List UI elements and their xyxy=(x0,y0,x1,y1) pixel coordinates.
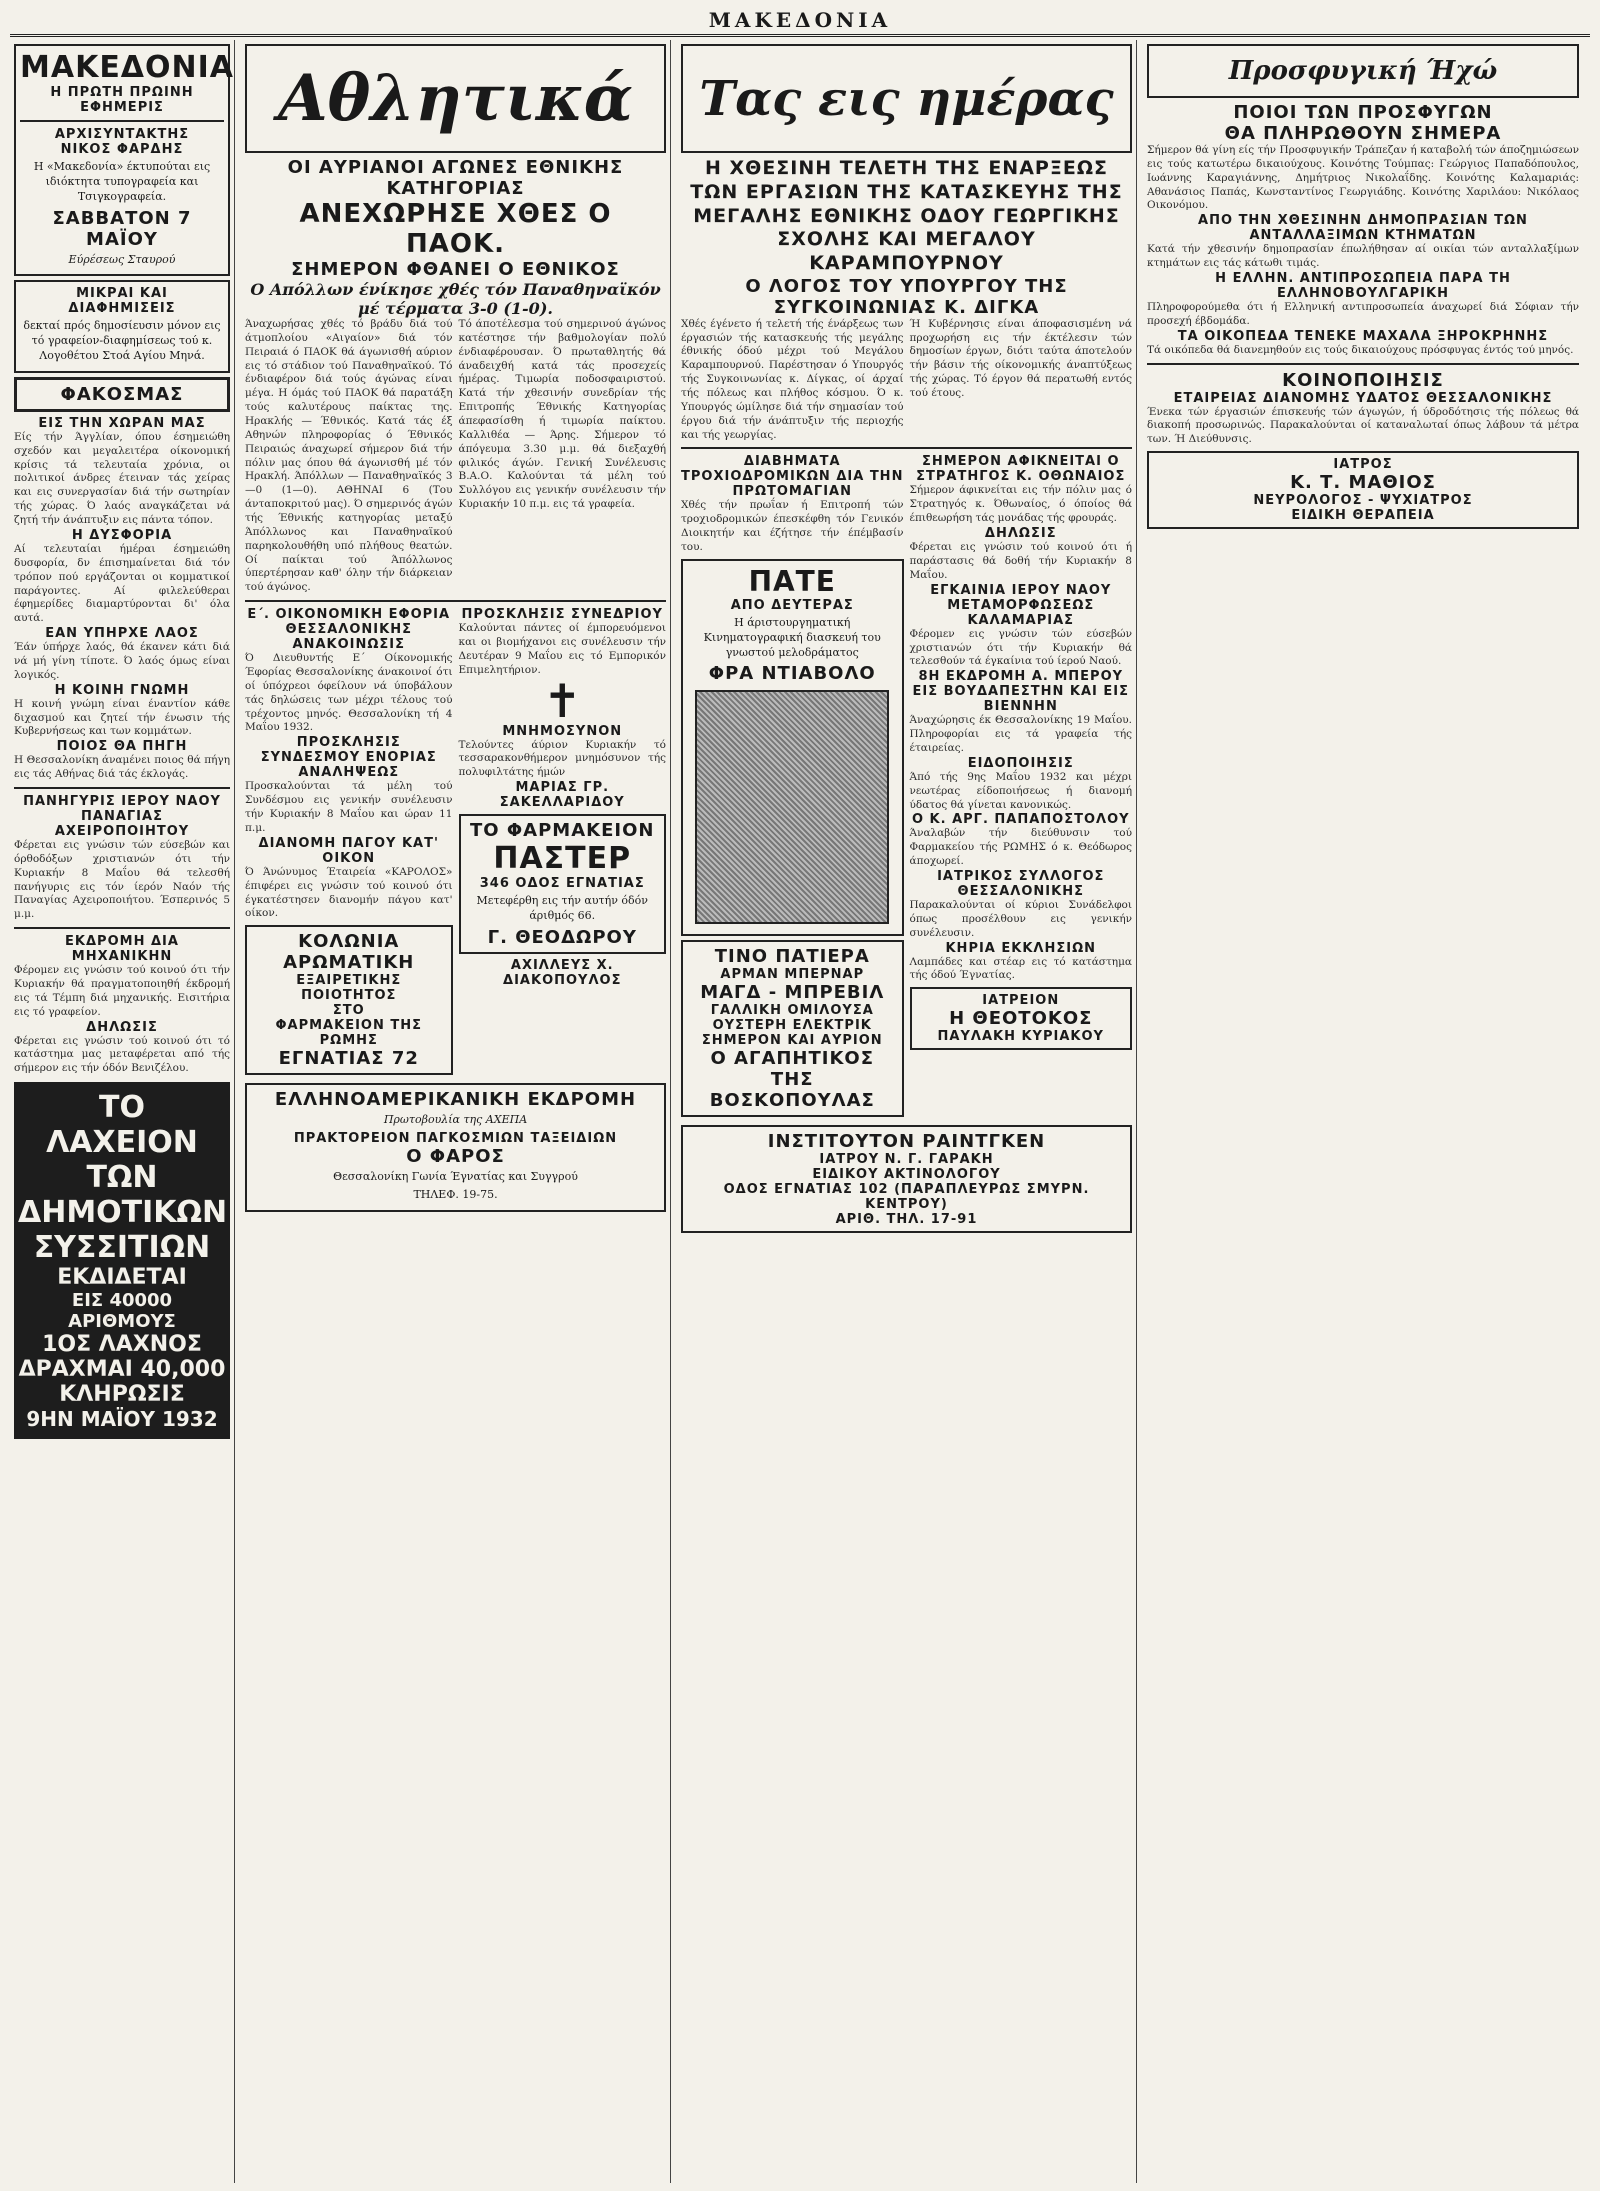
body-text: Φέρεται εις γνώσιν τών εύσεβών και όρθοδόξων χριστιανών ότι τήν Κυριακήν 8 Μαΐου θά τελεσθή πανήγυρις εις τόν ίερόν Ναόν τής Παναγίας Αχειροποιήτου. Έσπερινός 5 μ.μ. xyxy=(14,838,230,921)
cologne-address: ΕΓΝΑΤΙΑΣ 72 xyxy=(278,1048,419,1070)
body-text: Φέρομεν εις γνώσιν τού κοινού ότι τήν Κυριακήν θά πραγματοποιηθή έκδρομή εις τά Τέμπη διά μηχανικής. Εισιτήρια εις τό γραφείον. xyxy=(14,964,230,1018)
doctor-l4: ΕΙΔΙΚΗ ΘΕΡΑΠΕΙΑ xyxy=(1291,508,1435,524)
pate-title: ΠΑΤΕ xyxy=(748,564,836,598)
cologne-shop: ΦΑΡΜΑΚΕΙΟΝ ΤΗΣ ΡΩΜΗΣ xyxy=(275,1018,422,1049)
lottery-line-10: 9ΗΝ ΜΑΪΟΥ 1932 xyxy=(26,1407,218,1432)
columns xyxy=(10,40,1590,2183)
paper-name: ΜΑΚΕΔΟΝΙΑ xyxy=(20,50,235,85)
body-text: Αί τελευταίαι ήμέραι έσημειώθη δυσφορία, δν έπισημαίνεται διά τόν τρόπον πού εργάζονται οι κομματικοί παράγοντες. Αί φιλελεύθεραι έφημερίδες διαμαρτύρονται δι' όλα αυτά. xyxy=(14,542,230,625)
main-body xyxy=(681,318,1132,443)
body-text: Σήμερον άφικνείται εις τήν πόλιν μας ό Στρατηγός κ. Όθωναίος, ό όποίος θά έπιθεωρήση τάς μονάδας τής φρουράς. xyxy=(909,484,1132,525)
iatreion-ad xyxy=(910,987,1133,1050)
america-title: ΕΛΛΗΝΟΑΜΕΡΙΚΑΝΙΚΗ ΕΚΔΡΟΜΗ xyxy=(274,1089,637,1111)
water-company: ΕΤΑΙΡΕΙΑΣ ΔΙΑΝΟΜΗΣ ΥΔΑΤΟΣ ΘΕΣΣΑΛΟΝΙΚΗΣ xyxy=(1173,390,1553,406)
america-name: Ο ΦΑΡΟΣ xyxy=(406,1146,505,1168)
ads-box xyxy=(14,280,230,373)
dilosis-title: ΔΗΛΩΣΙΣ xyxy=(86,1019,158,1035)
patiera-l6: ΣΗΜΕΡΟΝ ΚΑΙ ΑΥΡΙΟΝ xyxy=(701,1033,883,1049)
pharmacy-note: Μετεφέρθη εις τήν αυτήν όδόν άριθμός 66. xyxy=(476,894,648,923)
paper-tagline: Η ΠΡΩΤΗ ΠΡΩΙΝΗ ΕΦΗΜΕΡΙΣ xyxy=(50,85,194,115)
body-text: Τελούντες άύριον Κυριακήν τό τεσσαρακονθήμερον μνημόσυνον τής πολυφιλτάτης ήμών xyxy=(458,738,666,779)
column-2 xyxy=(241,40,671,2183)
kiria-title: ΚΗΡΙΑ ΕΚΚΛΗΣΙΩΝ xyxy=(945,940,1097,956)
cologne-title: ΚΟΛΩΝΙΑ ΑΡΩΜΑΤΙΚΗ xyxy=(283,931,415,974)
papapostolou-title: Ο Κ. ΑΡΓ. ΠΑΠΑΠΟΣΤΟΛΟΥ xyxy=(911,812,1130,828)
koinopoiisis-title: ΚΟΙΝΟΠΟΙΗΣΙΣ xyxy=(1282,369,1444,391)
protaseis-title: ΠΡΟΣΚΛΗΣΙΣ ΣΥΝΕΔΡΙΟΥ xyxy=(461,607,663,623)
body-text: Είς τήν Άγγλίαν, όπου έσημειώθη σχεδόν και μεγαλειτέρα οίκονομική κρίσις τά τελευταία χρόνια, οι πολιτικοί άνδρες έτειναν τάς χείρας και εις συνεργασίαν διά τήν σωτηρίαν τής χώρας. Ό λαός αναγκάζεται νά ζητή τήν άνάπτυξιν εις πάντα τόπον. xyxy=(14,430,230,527)
main-headline: Η ΧΘΕΣΙΝΗ ΤΕΛΕΤΗ ΤΗΣ ΕΝΑΡΞΕΩΣ ΤΩΝ ΕΡΓΑΣΙΩΝ ΤΗΣ ΚΑΤΑΣΚΕΥΗΣ ΤΗΣ ΜΕΓΑΛΗΣ ΕΘΝΙΚΗΣ ΟΔΟΥ ΓΕΩΡΓΙΚΗΣ ΣΧΟΛΗΣ ΚΑΙ ΜΕΓΑΛΟΥ ΚΑΡΑΜΠΟΥΡΝΟΥ xyxy=(690,157,1123,274)
doctor-ad xyxy=(1147,451,1579,529)
body-text: Σήμερον θά γίνη είς τήν Προσφυγικήν Τράπεζαν ή καταβολή τών άποζημιώσεων εις τούς κατωτέρω δικαιούχους. Κοινότης Τούμπας: Γεώργιος Παπαδόπουλος, Ιωάννης Καραγιάννης, Δημήτριος Νικολαΐδης. Κοινότης Καλαμαριάς: Αθανάσιος Παπάς, Κωνσταντίνος Γεωργιάδης. Κοινότης Χαριλάου: Νικόλαος Οικονόμου. xyxy=(1147,144,1579,212)
refugee-head-1: ΠΟΙΟΙ ΤΩΝ ΠΡΟΣΦΥΓΩΝ xyxy=(1233,102,1493,123)
ofisi-sub: ΑΝΑΚΟΙΝΩΣΙΣ xyxy=(292,637,405,653)
lottery-line-3: ΔΗΜΟΤΙΚΩΝ xyxy=(18,1195,228,1231)
sports-body xyxy=(245,318,666,595)
column-3 xyxy=(677,40,1137,2183)
sports-banner xyxy=(245,44,666,153)
lottery-line-2: ΤΩΝ xyxy=(86,1160,158,1196)
body-text: Η κοινή γνώμη είναι έναντίον κάθε διχασμού και ζητεί τήν ένωσιν τής Κυβερνήσεως και των κομμάτων. xyxy=(14,697,230,738)
america-ad xyxy=(245,1083,666,1212)
ads-title: ΜΙΚΡΑΙ ΚΑΙ ΔΙΑΦΗΜΙΣΕΙΣ xyxy=(68,286,176,317)
xray-doctor: ΙΑΤΡΟΥ Ν. Γ. ΓΑΡΑΚΗ xyxy=(819,1152,994,1168)
ekdromi-title: ΕΚΔΡΟΜΗ ΔΙΑ ΜΗΧΑΝΙΚΗΝ xyxy=(65,934,179,965)
refugee-banner xyxy=(1147,44,1579,98)
body-text: Φέρομεν εις γνώσιν τών εύσεβών χριστιανών ότι τήν Κυριακήν θά τελεσθούν τά έγκαίνια τού ίερού Ναού. xyxy=(909,627,1132,668)
body-text: Ένεκα τών έργασιών έπισκευής τών άγωγών, ή ύδροδότησις τής πόλεως θά διακοπή προσωρινώς. Παρακαλούνται οί καταναλωταί όπως λάβουν τά μέτρα των. Ή Διεύθυνσις. xyxy=(1147,405,1579,446)
lottery-line-1: ΤΟ ΛΑΧΕΙΟΝ xyxy=(46,1090,198,1161)
iatreion-l2: Η ΘΕΟΤΟΚΟΣ xyxy=(949,1008,1093,1030)
body-text: Άναλαβών τήν διεύθυνσιν τού Φαρμακείου τής ΡΩΜΗΣ ό κ. Θεόδωρος άποχωρεί. xyxy=(909,827,1132,868)
dilosis-2-title: ΔΗΛΩΣΙΣ xyxy=(984,526,1057,542)
lottery-line-8: ΔΡΑΧΜΑΙ 40,000 xyxy=(18,1357,226,1383)
fakosmas-subtitle: ΕΙΣ ΤΗΝ ΧΩΡΑΝ ΜΑΣ xyxy=(38,415,206,431)
pate-note: Η άριστουργηματική Κινηματογραφική διασκευή του γνωστού μελοδράματος xyxy=(703,615,881,659)
mnimosyno-name: ΜΑΡΙΑΣ ΓΡ. ΣΑΚΕΛΛΑΡΙΔΟΥ xyxy=(499,780,625,811)
body-text: Πληροφορούμεθα ότι ή Ελληνική αντιπροσωπεία άναχωρεί διά Σόφιαν τήν προσεχή έβδομάδα. xyxy=(1147,301,1579,327)
lottery-line-5: ΕΚΔΙΔΕΤΑΙ xyxy=(57,1265,187,1291)
sports-head-4: Ο Απόλλων ένίκησε χθές τόν Παναθηναϊκόν μέ τέρματα 3-0 (1-0). xyxy=(250,280,661,318)
patiera-l7: Ο ΑΓΑΠΗΤΙΚΟΣ xyxy=(710,1048,875,1070)
mnimosyno-title: ΜΝΗΜΟΣΥΝΟΝ xyxy=(502,723,623,739)
patiera-l8: ΤΗΣ ΒΟΣΚΟΠΟΥΛΑΣ xyxy=(709,1069,875,1112)
patiera-l2: ΑΡΜΑΝ ΜΠΕΡΝΑΡ xyxy=(720,967,865,983)
lottery-line-9: ΚΛΗΡΩΣΙΣ xyxy=(59,1382,185,1408)
body-text: Ό Διευθυντής Ε΄ Οίκονομικής Έφορίας Θεσσαλονίκης άνακοινοί ότι οί ύπόχρεοι όφείλουν νά ύποβάλουν τάς δηλώσεις των μέχρι τέλους τού τρέχοντος μηνός. Θεσσαλονίκη τή 4 Μαΐου 1932. xyxy=(245,652,453,734)
main-subheadline: Ο ΛΟΓΟΣ ΤΟΥ ΥΠΟΥΡΓΟΥ ΤΗΣ ΣΥΓΚΟΙΝΩΝΙΑΣ Κ. ΔΙΓΚΑ xyxy=(745,275,1068,318)
item-gnomi: Η ΚΟΙΝΗ ΓΝΩΜΗ xyxy=(54,682,190,698)
body-text: Χθές έγένετο ή τελετή τής ένάρξεως των έργασιών τής κατασκευής τής μεγάλης έθνικής όδού μέχρι τού Μεγάλου Καραμπουρνού. Παρέστησαν ό Υπουργός τής Συγκοινωνίας κ. Δίγκας, οί άρχαί τής πόλεως και πλήθος κόσμου. Ό κ. Υπουργός ώμίλησε διά τήν σημασίαν τού έργου διά τήν άνάπτυξιν τής περιοχής και τής γεωργίας. xyxy=(681,317,904,441)
col3-lower xyxy=(681,454,1132,1121)
pharmacy-title: ΤΟ ΦΑΡΜΑΚΕΙΟΝ xyxy=(470,820,655,842)
fakosmas-box xyxy=(14,377,230,412)
othonaios-title: ΣΗΜΕΡΟΝ ΑΦΙΚΝΕΙΤΑΙ Ο ΣΤΡΑΤΗΓΟΣ Κ. ΟΘΩΝΑΙΟΣ xyxy=(916,454,1126,485)
body-text: Άπό τής 9ης Μαΐου 1932 και μέχρι νεωτέρας είδοποιήσεως ή διανομή ύδατος θά γίνεται κανονικώς. xyxy=(909,770,1132,811)
syskepsis-title: ΠΡΟΣΚΛΗΣΙΣ ΣΥΝΔΕΣΜΟΥ ΕΝΟΡΙΑΣ ΑΝΑΛΗΨΕΩΣ xyxy=(260,735,437,781)
egkainia-title: ΕΓΚΑΙΝΙΑ ΙΕΡΟΥ ΝΑΟΥ ΜΕΤΑΜΟΡΦΩΣΕΩΣ ΚΑΛΑΜΑΡΙΑΣ xyxy=(930,582,1112,628)
xray-phone: ΑΡΙΘ. ΤΗΛ. 17-91 xyxy=(835,1212,978,1228)
xray-spec: ΕΙΔΙΚΟΥ ΑΚΤΙΝΟΛΟΓΟΥ xyxy=(812,1167,1001,1183)
issue-date: ΣΑΒΒΑΤΟΝ 7 ΜΑΪΟΥ xyxy=(52,207,192,250)
body-text: Η Θεσσαλονίκη άναμένει ποιος θά πήγη εις τάς Αθήνας διά τάς έκλογάς. xyxy=(14,754,230,781)
auction-title: ΑΠΟ ΤΗΝ ΧΘΕΣΙΝΗΝ ΔΗΜΟΠΡΑΣΙΑΝ ΤΩΝ ΑΝΤΑΛΛΑΞΙΜΩΝ ΚΤΗΜΑΤΩΝ xyxy=(1198,213,1528,244)
feast-day: Εύρέσεως Σταυρού xyxy=(68,252,176,266)
cross-icon: ✝ xyxy=(542,673,582,728)
refugee-head-2: ΘΑ ΠΛΗΡΩΘΟΥΝ ΣΗΜΕΡΑ xyxy=(1224,123,1502,144)
patiera-ad xyxy=(681,940,904,1117)
sports-head-1: ΟΙ ΑΥΡΙΑΝΟΙ ΑΓΩΝΕΣ ΕΘΝΙΚΗΣ ΚΑΤΗΓΟΡΙΑΣ xyxy=(287,157,624,199)
family-title: ΤΑ ΟΙΚΟΠΕΔΑ ΤΕΝΕΚΕ ΜΑΧΑΛΑ ΞΗΡΟΚΡΗΝΗΣ xyxy=(1177,328,1549,344)
cologne-sto: ΣΤΟ xyxy=(332,1003,365,1019)
diakopoulos: ΑΧΙΛΛΕΥΣ Χ. ΔΙΑΚΟΠΟΥΛΟΣ xyxy=(503,957,622,988)
editor-name: ΝΙΚΟΣ ΦΑΡΔΗΣ xyxy=(60,142,184,157)
body-text: Φέρεται εις γνώσιν τού κοινού ότι ή παράστασις θά δοθή τήν Κυριακήν 8 Μαΐου. xyxy=(909,541,1132,581)
body-text: Άναχωρήσας χθές τό βράδυ διά τού άτμοπλοίου «Αιγαίον» διά τόν Πειραιά ό ΠΑΟΚ θά άγωνισθή αύριον εις τό στάδιον τού Παναθηναϊκού. Τό ένδιαφέρον διά τούς άγώνας είναι μέγα. Η όμάς τού ΠΑΟΚ θά παρατάξη τούς καλυτέρους παίκτας της. Ηρακλής — Έθνικός. Κατά τάς έξ Αθηνών πληροφορίας ό Έθνικός Πειραιώς άναχωρεί σήμερον διά τήν πόλιν μας όπου θά άγωνισθή μέ τόν Ηρακλή. Άπόλλων — Παναθηναϊκός 3—0 (1—0). ΑΘΗΝΑΙ 6 (Του άνταποκριτού μας). Ό σημερινός άγών τής Έθνικής κατηγορίας μεταξύ Άπόλλωνος και Παναθηναϊκού παρηκολουθήθη υπό πλήθους θεατών. Οί παίκται τού Άπόλλωνος ύπερτέρησαν καθ' όλην τήν διάρκειαν τού άγώνος. xyxy=(245,318,453,594)
patiera-l1: ΤΙΝΟ ΠΑΤΙΕΡΑ xyxy=(714,946,870,968)
body-text: Φέρεται εις γνώσιν τού κοινού ότι τό κατάστημα μας μεταφέρεται από τής σήμερον εις τήν όδόν Βενιζέλου. xyxy=(14,1034,230,1075)
body-text: Ό Άνώνυμος Έταιρεία «ΚΑΡΟΛΟΣ» έπιφέρει εις γνώσιν τού κοινού ότι έγκατέστησεν διανομήν πάγου κατ' οίκον. xyxy=(245,865,453,920)
lottery-line-6: ΕΙΣ 40000 ΑΡΙΘΜΟΥΣ xyxy=(68,1290,176,1333)
title-box xyxy=(14,44,235,276)
doctor-l3: ΝΕΥΡΟΛΟΓΟΣ - ΨΥΧΙΑΤΡΟΣ xyxy=(1253,493,1473,509)
body-text: Έάν ύπήρχε λαός, θά έκανεν κάτι διά νά μή γίνη τίποτε. Ό λαός όμως είναι λογικός. xyxy=(14,641,230,681)
editor-label: ΑΡΧΙΣΥΝΤΑΚΤΗΣ xyxy=(54,127,190,142)
body-text: Άναχώρησις έκ Θεσσαλονίκης 19 Μαΐου. Πληροφορίαι εις τά γραφεία τής έταιρείας. xyxy=(909,714,1132,754)
pharmacy-name: ΠΑΣΤΕΡ xyxy=(493,841,632,877)
ads-text: δεκταί πρός δημοσίευσιν μόνον εις τό γραφείον-διαφημίσεως τού κ. Λογοθέτου Στοά Αγίου Μηνά. xyxy=(23,319,221,363)
lottery-line-7: 1ΟΣ ΛΑΧΝΟΣ xyxy=(42,1332,202,1358)
america-phone: ΤΗΛΕΦ. 19-75. xyxy=(413,1187,498,1201)
panigyris-title: ΠΑΝΗΓΥΡΙΣ ΙΕΡΟΥ ΝΑΟΥ ΠΑΝΑΓΙΑΣ ΑΧΕΙΡΟΠΟΙΗΤΟΥ xyxy=(23,793,221,839)
hellenic-title: Η ΕΛΛΗΝ. ΑΝΤΙΠΡΟΣΩΠΕΙΑ ΠΑΡΑ ΤΗ ΕΛΛΗΝΟΒΟΥΛΓΑΡΙΚΗ xyxy=(1215,271,1511,302)
days-banner xyxy=(681,44,1132,153)
item-dysforia: Η ΔΥΣΦΟΡΙΑ xyxy=(71,527,173,543)
sports-head-3: ΣΗΜΕΡΟΝ ΦΘΑΝΕΙ Ο ΕΘΝΙΚΟΣ xyxy=(291,259,620,280)
lottery-line-4: ΣΥΣΣΙΤΙΩΝ xyxy=(33,1230,211,1266)
doctor-l2: Κ. Τ. ΜΑΘΙΟΣ xyxy=(1290,472,1436,494)
pharmacy-ad xyxy=(459,814,667,954)
sports-head-2: ΑΝΕΧΩΡΗΣΕ ΧΘΕΣ Ο ΠΑΟΚ. xyxy=(299,199,612,259)
body-text: Κατά τήν χθεσινήν δημοπρασίαν έπωλήθησαν αί οικίαι τών ανταλλαξίμων κτημάτων εις τάς κάτωθι τιμάς. xyxy=(1147,243,1579,270)
doctor-l1: ΙΑΤΡΟΣ xyxy=(1333,457,1393,473)
america-city: Θεσσαλονίκη Γωνία Έγνατίας και Συγγρού xyxy=(333,1170,578,1184)
pate-sub: ΑΠΟ ΔΕΥΤΕΡΑΣ xyxy=(730,597,854,613)
trolley-title: ΔΙΑΒΗΜΑΤΑ ΤΡΟΧΙΟΔΡΟΜΙΚΩΝ ΔΙΑ ΤΗΝ ΠΡΩΤΟΜΑΓΙΑΝ xyxy=(681,454,904,500)
column-1 xyxy=(10,40,235,2183)
body-text: Τά οικόπεδα θά διανεμηθούν εις τούς δικαιούχους πρόσφυγας έντός τού μηνός. xyxy=(1147,343,1574,356)
patiera-l4: ΓΑΛΛΙΚΗ ΟΜΙΛΟΥΣΑ xyxy=(710,1003,874,1019)
xray-ad xyxy=(681,1125,1132,1233)
print-note: Η «Μακεδονία» έκτυπούται εις ιδιόκτητα τυπογραφεία και Τσιγκογραφεία. xyxy=(33,160,211,203)
col2-lower xyxy=(245,607,666,1079)
iatreion-l3: ΠΑΥΛΑΚΗ ΚΥΡΙΑΚΟΥ xyxy=(937,1029,1104,1045)
body-text: Ή Κυβέρνησις είναι άποφασισμένη νά προχωρήση εις τήν έκτέλεσιν τών δημοσίων έργων, διότι ταύτα άποτελούν τήν βάσιν τής οίκονομικής άναπτύξεως τής χώρας. Τό έργον θά περατωθή εντός τού έτους. xyxy=(909,317,1132,400)
refugee-banner-title: Προσφυγική Ήχώ xyxy=(1228,56,1498,86)
ekdromi-2-title: 8Η ΕΚΔΡΟΜΗ Α. ΜΠΕΡΟΥ ΕΙΣ ΒΟΥΔΑΠΕΣΤΗΝ ΚΑΙ ΕΙΣ ΒΙΕΝΝΗΝ xyxy=(912,669,1129,715)
lottery-ad xyxy=(14,1082,230,1439)
iatreion-l1: ΙΑΤΡΕΙΟΝ xyxy=(982,993,1060,1009)
fakosmas-title: ΦΑΚΟΣΜΑΣ xyxy=(60,383,184,405)
item-laos: ΕΑΝ ΥΠΗΡΧΕ ΛΑΟΣ xyxy=(45,626,199,642)
pate-ad xyxy=(681,559,904,937)
body-text: Καλούνται πάντες οί έμπορευόμενοι και οι βιομήχανοι εις συνέλευσιν τήν Δευτέραν 9 Μαΐου εις τό Εμπορικόν Επιμελητήριον. xyxy=(458,622,666,676)
body-text: Παρακαλούνται οί κύριοι Συνάδελφοι όπως προσέλθουν εις γενικήν συνέλευσιν. xyxy=(909,898,1132,939)
pharmacy-address: 346 ΟΔΟΣ ΕΓΝΑΤΙΑΣ xyxy=(479,876,645,892)
masthead: ΜΑΚΕΔΟΝΙΑ xyxy=(10,8,1590,37)
cologne-ad xyxy=(245,925,453,1075)
sports-banner-title: Αθλητικά xyxy=(278,61,633,136)
iatrikos-title: ΙΑΤΡΙΚΟΣ ΣΥΛΛΟΓΟΣ ΘΕΣΣΑΛΟΝΙΚΗΣ xyxy=(937,868,1105,899)
patiera-l5: ΟΥΣΤΕΡΗ ΕΛΕΚΤΡΙΚ xyxy=(712,1018,872,1034)
actor-portrait xyxy=(695,690,889,924)
eidopoiisis-title: ΕΙΔΟΠΟΙΗΣΙΣ xyxy=(967,755,1074,771)
body-text: Λαμπάδες και στέαρ εις τό κατάστημα τής όδού Έγνατίας. xyxy=(909,955,1132,982)
ofisi-title: Ε΄. ΟΙΚΟΝΟΜΙΚΗ ΕΦΟΡΙΑ ΘΕΣΣΑΛΟΝΙΚΗΣ xyxy=(247,607,451,638)
patiera-l3: ΜΑΓΔ - ΜΠΡΕΒΙΛ xyxy=(700,982,885,1004)
item-pigei: ΠΟΙΟΣ ΘΑ ΠΗΓΗ xyxy=(56,739,188,755)
body-text: Χθές τήν πρωΐαν ή Επιτροπή τών τροχιοδρομικών έπεσκέφθη τόν Γενικόν Διοικητήν και έζήτησε τήν έπέμβασίν του. xyxy=(681,499,904,554)
pate-film: ΦΡΑ ΝΤΙΑΒΟΛΟ xyxy=(708,663,876,685)
america-agency: ΠΡΑΚΤΟΡΕΙΟΝ ΠΑΓΚΟΣΜΙΩΝ ΤΑΞΕΙΔΙΩΝ xyxy=(293,1131,618,1147)
pagos-title: ΔΙΑΝΟΜΗ ΠΑΓΟΥ ΚΑΤ' ΟΙΚΟΝ xyxy=(258,835,439,866)
xray-title: ΙΝΣΤΙΤΟΥΤΟΝ ΡΑΙΝΤΓΚΕΝ xyxy=(767,1131,1046,1153)
column-4 xyxy=(1143,40,1583,2183)
xray-address: ΟΔΟΣ ΕΓΝΑΤΙΑΣ 102 (ΠΑΡΑΠΛΕΥΡΩΣ ΣΜΥΡΝ. ΚΕΝΤΡΟΥ) xyxy=(723,1182,1090,1213)
pharmacy-owner: Γ. ΘΕΟΔΩΡΟΥ xyxy=(487,926,637,948)
america-sub: Πρωτοβουλία της ΑΧΕΠΑ xyxy=(383,1113,528,1127)
days-banner-title: Τας εις ημέρας xyxy=(699,70,1114,127)
body-text: Προσκαλούνται τά μέλη τού Συνδέσμου εις γενικήν συνέλευσιν τήν Κυριακήν 8 Μαΐου και ώραν 11 π.μ. xyxy=(245,780,453,834)
body-text: Τό άποτέλεσμα τού σημερινού άγώνος κατέστησε τήν βαθμολογίαν πολύ ένδιαφέρουσαν. Ό πρωταθλητής θά άναδειχθή κατά τάς προσεχείς ήμέρας. Τιμωρία ποδοσφαιριστού. Κατά τήν χθεσινήν συνεδρίαν τής Επιτροπής Έθνικής Κατηγορίας άπεφασίσθη ή τιμωρία παίκτου. Καλλιθέα — Άρης. Σήμερον τό άπόγευμα 3.30 μ.μ. θά διεξαχθή φιλικός άγών. Γενική Συνέλευσις Β.Α.Ο. Καλούνται τά μέλη τού Συλλόγου εις γενικήν συνέλευσιν τήν Κυριακήν 10 π.μ. εις τά γραφεία. xyxy=(458,318,666,511)
cologne-sub: ΕΞΑΙΡΕΤΙΚΗΣ ΠΟΙΟΤΗΤΟΣ xyxy=(296,973,402,1004)
